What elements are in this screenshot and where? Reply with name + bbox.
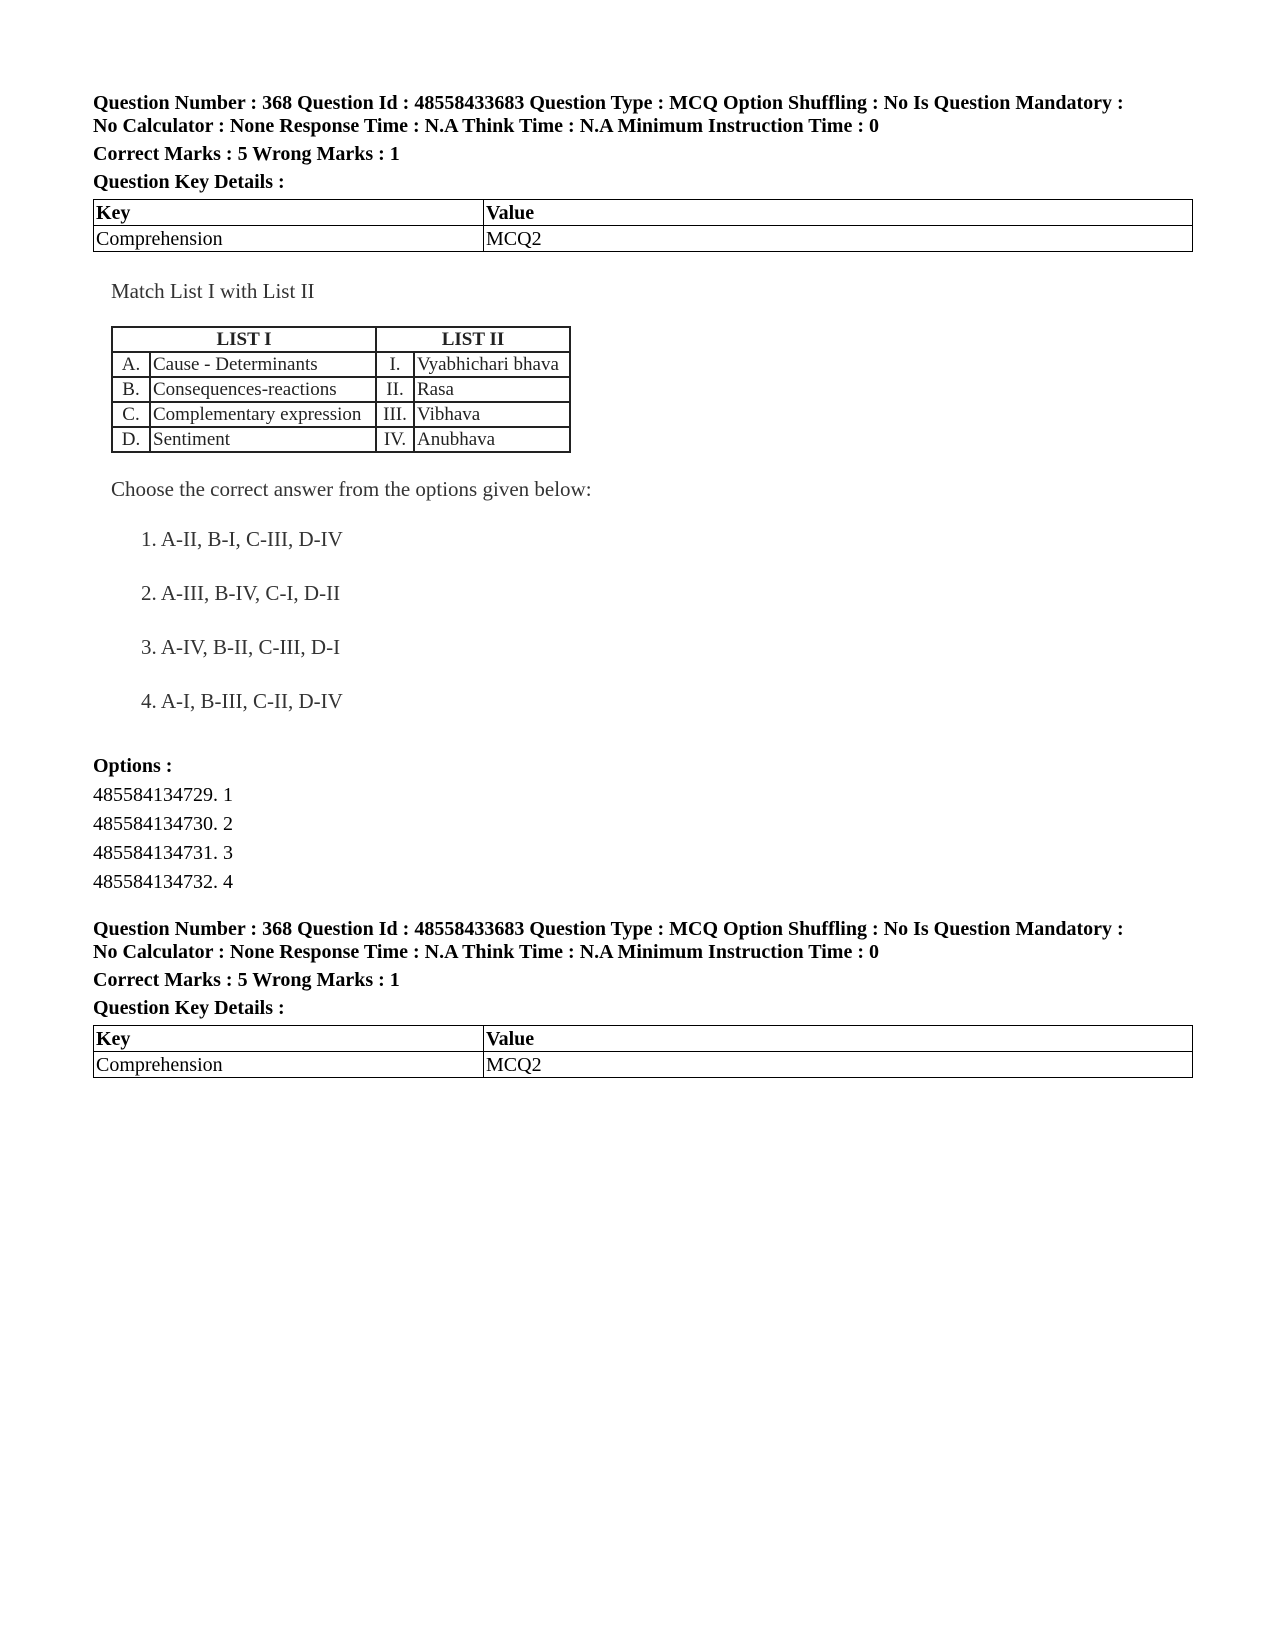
list1-letter: B. — [112, 377, 150, 402]
key-details-table — [93, 199, 1193, 252]
key-header: Key — [94, 1026, 484, 1052]
options-label: Options : — [93, 755, 173, 777]
key-cell: Comprehension — [94, 226, 484, 252]
list1-letter: D. — [112, 427, 150, 452]
table-row — [112, 327, 570, 352]
question-meta — [93, 918, 1193, 964]
key-details-table — [93, 1025, 1193, 1078]
table-row — [94, 226, 1193, 252]
value-header: Value — [484, 200, 1193, 226]
list1-item: Complementary expression — [150, 402, 376, 427]
list2-numeral: I. — [376, 352, 414, 377]
list1-letter: C. — [112, 402, 150, 427]
option-item: 485584134731. 3 — [93, 842, 233, 864]
answer-choice-3: 3. A-IV, B-II, C-III, D-I — [141, 635, 341, 659]
list2-numeral: III. — [376, 402, 414, 427]
key-details-heading: Question Key Details : — [93, 171, 285, 193]
table-row — [112, 377, 570, 402]
value-cell: MCQ2 — [484, 226, 1193, 252]
list1-item: Consequences-reactions — [150, 377, 376, 402]
answer-choice-1: 1. A-II, B-I, C-III, D-IV — [141, 527, 343, 551]
list2-numeral: IV. — [376, 427, 414, 452]
answer-choices — [111, 526, 671, 742]
question-header-2 — [93, 918, 1193, 1078]
meta-line-2: No Calculator : None Response Time : N.A Think Time : N.A Minimum Instruction Time : 0 — [93, 941, 879, 963]
key-header: Key — [94, 200, 484, 226]
option-item: 485584134730. 2 — [93, 813, 233, 835]
question-stem: Match List I with List II — [111, 279, 315, 303]
key-cell: Comprehension — [94, 1052, 484, 1078]
table-row — [112, 427, 570, 452]
list2-header: LIST II — [376, 327, 570, 352]
match-table — [111, 326, 571, 453]
choose-instruction: Choose the correct answer from the options given below: — [111, 477, 592, 501]
marks-line: Correct Marks : 5 Wrong Marks : 1 — [93, 143, 400, 165]
meta-line-1: Question Number : 368 Question Id : 48558433683 Question Type : MCQ Option Shuffling : No Is Question Mandatory : — [93, 92, 1124, 114]
meta-line-2: No Calculator : None Response Time : N.A Think Time : N.A Minimum Instruction Time : 0 — [93, 115, 879, 137]
value-cell: MCQ2 — [484, 1052, 1193, 1078]
question-content — [111, 278, 671, 742]
list2-numeral: II. — [376, 377, 414, 402]
value-header: Value — [484, 1026, 1193, 1052]
meta-line-1: Question Number : 368 Question Id : 48558433683 Question Type : MCQ Option Shuffling : No Is Question Mandatory : — [93, 918, 1124, 940]
marks-line: Correct Marks : 5 Wrong Marks : 1 — [93, 969, 400, 991]
list1-item: Sentiment — [150, 427, 376, 452]
list2-item: Vibhava — [414, 402, 570, 427]
table-row — [94, 1052, 1193, 1078]
key-details-heading: Question Key Details : — [93, 997, 285, 1019]
option-item: 485584134729. 1 — [93, 784, 233, 806]
list2-item: Anubhava — [414, 427, 570, 452]
options-list — [93, 752, 233, 897]
table-row — [112, 352, 570, 377]
question-meta — [93, 92, 1193, 138]
list1-header: LIST I — [112, 327, 376, 352]
answer-choice-2: 2. A-III, B-IV, C-I, D-II — [141, 581, 341, 605]
list1-letter: A. — [112, 352, 150, 377]
list1-item: Cause - Determinants — [150, 352, 376, 377]
table-row — [112, 402, 570, 427]
answer-choice-4: 4. A-I, B-III, C-II, D-IV — [141, 689, 343, 713]
table-row — [94, 200, 1193, 226]
table-row — [94, 1026, 1193, 1052]
question-header-1 — [93, 92, 1193, 252]
option-item: 485584134732. 4 — [93, 871, 233, 893]
list2-item: Vyabhichari bhava — [414, 352, 570, 377]
list2-item: Rasa — [414, 377, 570, 402]
